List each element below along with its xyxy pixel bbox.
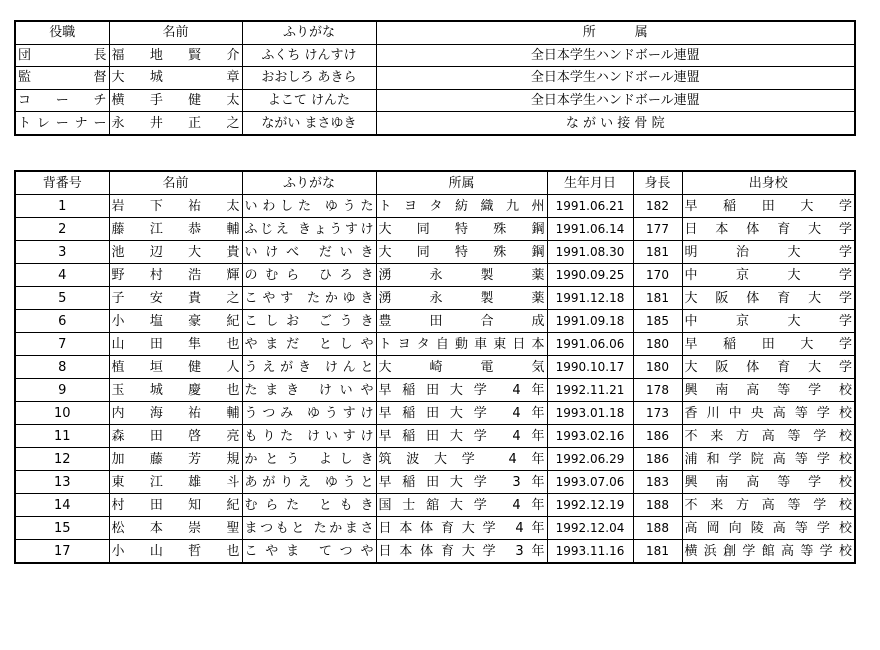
player-height: 186 [633,448,682,471]
staff-org: 全日本学生ハンドボール連盟 [376,44,855,67]
player-row [15,333,855,356]
player-kana: うえがき けんと [242,356,376,379]
player-row [15,402,855,425]
staff-role: 監 督 [15,67,109,90]
staff-table [14,20,856,136]
player-row [15,425,855,448]
header-name: 名前 [109,21,242,44]
header-name: 名前 [109,171,242,195]
header-org: 所 属 [376,21,855,44]
player-height: 181 [633,540,682,564]
player-number: 6 [15,310,109,333]
player-height: 170 [633,264,682,287]
player-number: 13 [15,471,109,494]
player-row [15,379,855,402]
player-birthdate: 1991.06.21 [547,195,633,218]
player-school: 不来方高等学校 [682,494,855,517]
player-number: 7 [15,333,109,356]
player-row [15,287,855,310]
player-table [14,170,856,564]
player-height: 181 [633,241,682,264]
staff-kana: ふくち けんすけ [242,44,376,67]
player-name: 小塩豪紀 [109,310,242,333]
staff-name: 福地賢介 [109,44,242,67]
player-name: 子安貴之 [109,287,242,310]
staff-kana: おおしろ あきら [242,67,376,90]
player-kana: まつもと たかまさ [242,517,376,540]
player-height: 183 [633,471,682,494]
header-kana: ふりがな [242,171,376,195]
player-kana: あがりえ ゆうと [242,471,376,494]
player-org: 筑波大学 4年 [376,448,547,471]
player-number: 17 [15,540,109,564]
player-number: 3 [15,241,109,264]
player-school: 早稲田大学 [682,195,855,218]
player-org: トヨタ紡織九州 [376,195,547,218]
header-org: 所属 [376,171,547,195]
player-kana: もりた けいすけ [242,425,376,448]
player-birthdate: 1990.09.25 [547,264,633,287]
player-org: 大同特殊鋼 [376,218,547,241]
player-school: 明治大学 [682,241,855,264]
staff-name: 永井正之 [109,112,242,135]
player-org: 早稲田大学 3年 [376,471,547,494]
player-number: 12 [15,448,109,471]
player-birthdate: 1992.06.29 [547,448,633,471]
player-school: 横浜創学館高等学校 [682,540,855,564]
staff-name: 大城 章 [109,67,242,90]
player-number: 8 [15,356,109,379]
player-name: 東江雄斗 [109,471,242,494]
player-kana: かとう よしき [242,448,376,471]
staff-org: 全日本学生ハンドボール連盟 [376,89,855,112]
player-org: トヨタ自動車東日本 [376,333,547,356]
player-birthdate: 1991.12.18 [547,287,633,310]
player-birthdate: 1993.02.16 [547,425,633,448]
player-birthdate: 1991.08.30 [547,241,633,264]
player-org: 日本体育大学 3年 [376,540,547,564]
staff-row [15,44,855,67]
player-birthdate: 1992.12.19 [547,494,633,517]
player-kana: いけべ だいき [242,241,376,264]
player-school: 中京大学 [682,264,855,287]
player-height: 173 [633,402,682,425]
header-kana: ふりがな [242,21,376,44]
player-birthdate: 1992.11.21 [547,379,633,402]
player-kana: こやま てつや [242,540,376,564]
player-height: 182 [633,195,682,218]
player-school: 浦和学院高等学校 [682,448,855,471]
player-row [15,218,855,241]
player-number: 10 [15,402,109,425]
player-name: 玉城慶也 [109,379,242,402]
player-name: 加藤芳規 [109,448,242,471]
player-name: 森田啓亮 [109,425,242,448]
player-school: 高岡向陵高等学校 [682,517,855,540]
player-kana: ふじえ きょうすけ [242,218,376,241]
player-name: 野村浩輝 [109,264,242,287]
player-height: 188 [633,494,682,517]
staff-kana: よこて けんた [242,89,376,112]
player-row [15,540,855,564]
header-number: 背番号 [15,171,109,195]
player-height: 181 [633,287,682,310]
player-school: 大阪体育大学 [682,356,855,379]
player-org: 早稲田大学 4年 [376,379,547,402]
header-height: 身長 [633,171,682,195]
player-org: 日本体育大学 4年 [376,517,547,540]
player-name: 小山哲也 [109,540,242,564]
player-birthdate: 1993.11.16 [547,540,633,564]
player-height: 188 [633,517,682,540]
player-birthdate: 1990.10.17 [547,356,633,379]
player-school: 不来方高等学校 [682,425,855,448]
player-kana: むらた ともき [242,494,376,517]
player-birthdate: 1991.09.18 [547,310,633,333]
player-birthdate: 1993.01.18 [547,402,633,425]
player-row [15,195,855,218]
player-school: 興南高等学校 [682,379,855,402]
player-org: 国士舘大学 4年 [376,494,547,517]
player-height: 185 [633,310,682,333]
player-height: 178 [633,379,682,402]
staff-role: コーチ [15,89,109,112]
player-org: 豊田合成 [376,310,547,333]
player-kana: いわした ゆうた [242,195,376,218]
player-number: 15 [15,517,109,540]
player-org: 湧永製薬 [376,264,547,287]
player-name: 池辺大貴 [109,241,242,264]
staff-role: トレーナー [15,112,109,135]
player-number: 11 [15,425,109,448]
player-header-row [15,171,855,195]
header-role: 役職 [15,21,109,44]
player-row [15,310,855,333]
player-name: 松本崇聖 [109,517,242,540]
player-row [15,471,855,494]
player-row [15,241,855,264]
header-school: 出身校 [682,171,855,195]
player-number: 1 [15,195,109,218]
player-birthdate: 1992.12.04 [547,517,633,540]
staff-org: な が い 接 骨 院 [376,112,855,135]
player-number: 14 [15,494,109,517]
player-height: 177 [633,218,682,241]
staff-row [15,89,855,112]
player-birthdate: 1991.06.06 [547,333,633,356]
player-org: 大崎電気 [376,356,547,379]
player-school: 興南高等学校 [682,471,855,494]
player-row [15,448,855,471]
player-row [15,264,855,287]
player-birthdate: 1991.06.14 [547,218,633,241]
staff-row [15,67,855,90]
player-school: 早稲田大学 [682,333,855,356]
player-org: 湧永製薬 [376,287,547,310]
player-height: 180 [633,356,682,379]
player-kana: やまだ としや [242,333,376,356]
player-org: 早稲田大学 4年 [376,425,547,448]
player-org: 早稲田大学 4年 [376,402,547,425]
staff-kana: ながい まさゆき [242,112,376,135]
player-number: 9 [15,379,109,402]
player-kana: うつみ ゆうすけ [242,402,376,425]
player-kana: たまき けいや [242,379,376,402]
player-school: 香川中央高等学校 [682,402,855,425]
player-height: 180 [633,333,682,356]
player-school: 中京大学 [682,310,855,333]
player-school: 大阪体育大学 [682,287,855,310]
staff-role: 団 長 [15,44,109,67]
staff-org: 全日本学生ハンドボール連盟 [376,67,855,90]
player-name: 山田隼也 [109,333,242,356]
staff-header-row [15,21,855,44]
player-height: 186 [633,425,682,448]
player-org: 大同特殊鋼 [376,241,547,264]
player-name: 内海祐輔 [109,402,242,425]
player-row [15,517,855,540]
player-kana: のむら ひろき [242,264,376,287]
player-name: 藤江恭輔 [109,218,242,241]
player-number: 5 [15,287,109,310]
player-kana: こしお ごうき [242,310,376,333]
staff-name: 横手健太 [109,89,242,112]
player-birthdate: 1993.07.06 [547,471,633,494]
player-school: 日本体育大学 [682,218,855,241]
player-number: 4 [15,264,109,287]
player-name: 村田知紀 [109,494,242,517]
player-row [15,356,855,379]
player-kana: こやす たかゆき [242,287,376,310]
player-name: 岩下祐太 [109,195,242,218]
header-birthdate: 生年月日 [547,171,633,195]
staff-row [15,112,855,135]
player-row [15,494,855,517]
player-name: 植垣健人 [109,356,242,379]
player-number: 2 [15,218,109,241]
